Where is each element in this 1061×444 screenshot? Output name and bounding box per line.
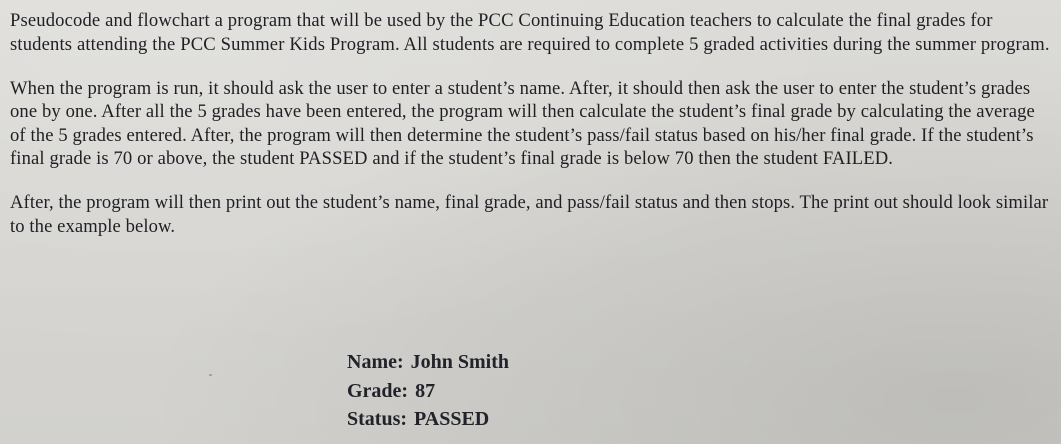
document-body — [10, 9, 1055, 238]
example-grade-value: 87 — [415, 379, 436, 402]
program-description-paragraph: When the program is run, it should ask the user to enter a student’s name. After, it should then ask the user to enter the student’s grades one by one. After all the 5 grades have been entered, the program will then calculate the student’s final grade by calculating the average of the 5 grades entered. After, the program will then determine the student’s pass/fail status based on his/her final grade. If the student’s final grade is 70 or above, the student PASSED and if the student’s final grade is below 70 then the student FAILED. — [10, 77, 1035, 169]
example-name-label: Name: — [347, 351, 404, 373]
example-status-value: PASSED — [414, 408, 490, 430]
intro-paragraph: Pseudocode and flowchart a program that will be used by the PCC Continuing Education teachers to calculate the final grades for students attending the PCC Summer Kids Program. All students are required to complete 5 graded activities during the summer program. — [10, 10, 1050, 55]
example-output — [347, 348, 509, 434]
example-status-label: Status: — [347, 408, 408, 430]
example-grade-row — [347, 377, 509, 406]
example-grade-label: Grade: — [347, 379, 409, 402]
paper-speck — [209, 374, 212, 376]
example-name-value: John Smith — [410, 351, 510, 373]
example-name-row — [347, 348, 509, 377]
output-description-paragraph: After, the program will then print out the student’s name, final grade, and pass/fail status and then stops. The print out should look similar to the example below. — [10, 192, 1049, 237]
example-status-row — [347, 405, 509, 434]
